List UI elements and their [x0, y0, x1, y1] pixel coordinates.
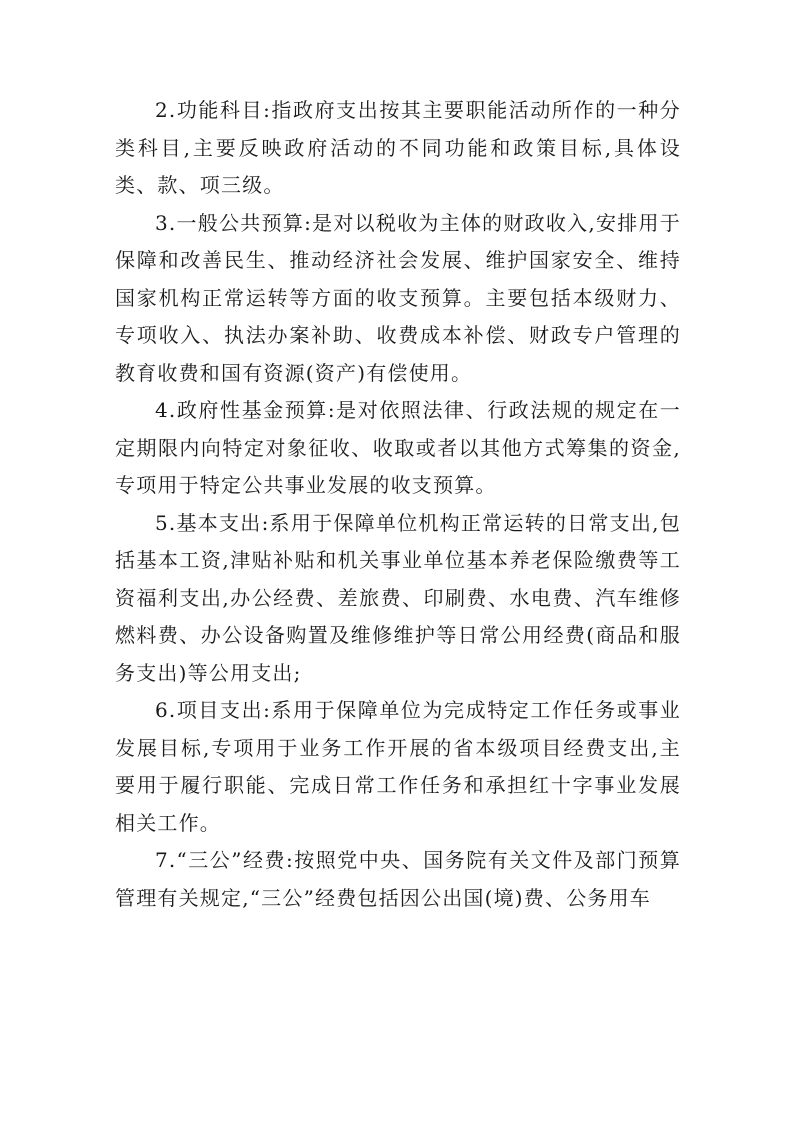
paragraph-government-fund-budget: 4.政府性基金预算:是对依照法律、行政法规的规定在一定期限内向特定对象征收、收取或者以其他方式筹集的资金,专项用于特定公共事业发展的收支预算。 — [115, 398, 681, 497]
paragraph-functional-subjects: 2.功能科目:指政府支出按其主要职能活动所作的一种分类科目,主要反映政府活动的不同功能和政策目标,具体设类、款、项三级。 — [115, 98, 681, 197]
paragraph-basic-expenditure: 5.基本支出:系用于保障单位机构正常运转的日常支出,包括基本工资,津贴补贴和机关事业单位基本养老保险缴费等工资福利支出,办公经费、差旅费、印刷费、水电费、汽车维修燃料费、办公设备购置及维修维护等日常公用经费(商品和服务支出)等公用支出; — [115, 510, 681, 685]
paragraph-three-public-expenses: 7.“三公”经费:按照党中央、国务院有关文件及部门预算管理有关规定,“三公”经费包括因公出国(境)费、公务用车 — [115, 848, 681, 910]
paragraph-project-expenditure: 6.项目支出:系用于保障单位为完成特定工作任务或事业发展目标,专项用于业务工作开展的省本级项目经费支出,主要用于履行职能、完成日常工作任务和承担红十字事业发展相关工作。 — [115, 698, 681, 835]
document-body — [115, 92, 681, 917]
paragraph-general-public-budget: 3.一般公共预算:是对以税收为主体的财政收入,安排用于保障和改善民生、推动经济社会发展、维护国家安全、维持国家机构正常运转等方面的收支预算。主要包括本级财力、专项收入、执法办案补助、收费成本补偿、财政专户管理的教育收费和国有资源(资产)有偿使用。 — [115, 210, 681, 385]
